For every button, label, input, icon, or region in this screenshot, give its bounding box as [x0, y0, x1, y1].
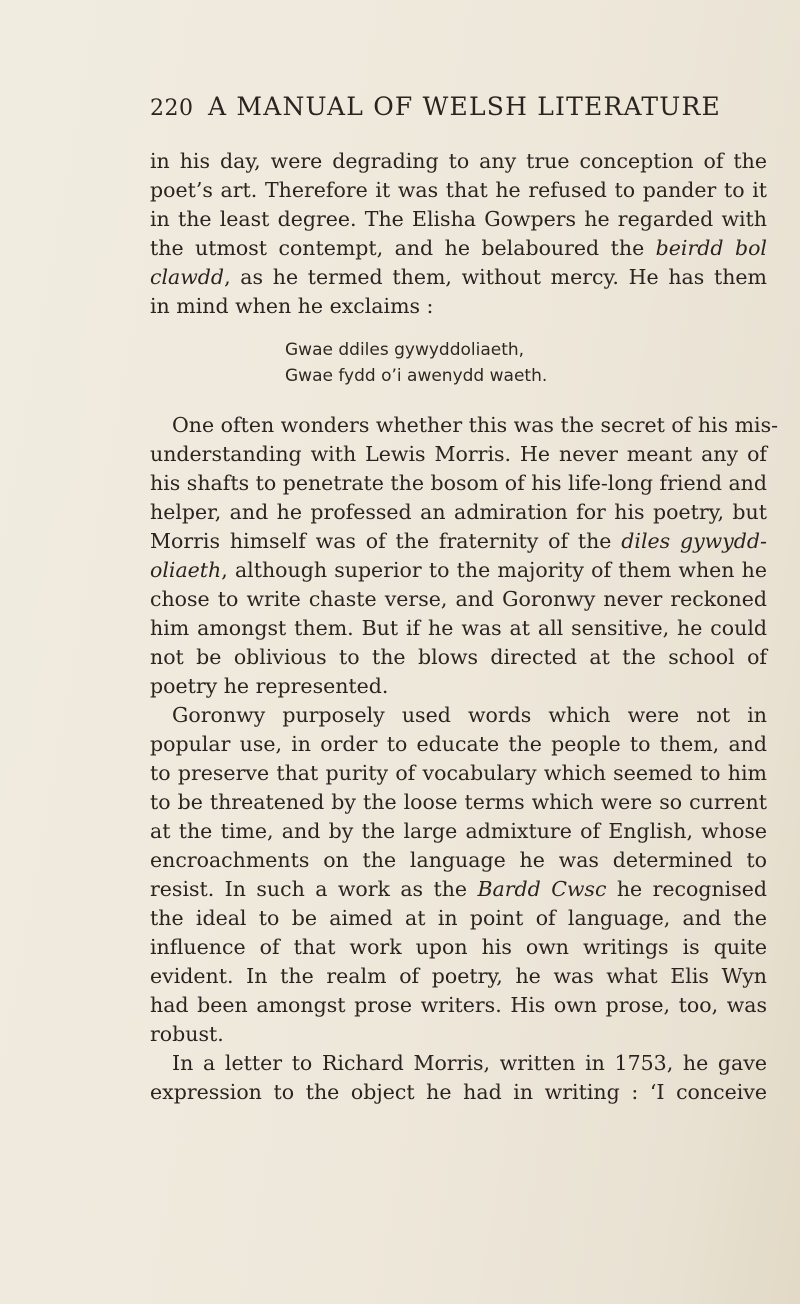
text-line: Goronwy purposely used words which were not in: [172, 703, 767, 727]
text-line: [150, 527, 767, 555]
text-line: [150, 556, 767, 584]
text-span: he recognised: [606, 877, 767, 901]
text-line: not be oblivious to the blows directed at the school of: [150, 645, 767, 669]
running-head: A MANUAL OF WELSH LITERATURE: [208, 92, 721, 121]
text-line: [150, 875, 767, 903]
text-line: the ideal to be aimed at in point of language, and the: [150, 906, 767, 930]
text-span: the utmost contempt, and he belaboured the: [150, 236, 656, 260]
text-span: Morris himself was of the fraternity of the: [150, 529, 622, 553]
italic-title: Bardd Cwsc: [477, 877, 607, 901]
text-line: popular use, in order to educate the people to them, and: [150, 732, 767, 756]
page-number: 220: [150, 96, 194, 121]
italic-term: clawdd: [150, 265, 225, 289]
italic-term: diles gywydd-: [621, 529, 767, 553]
text-line: his shafts to penetrate the bosom of his life-long friend and: [150, 471, 768, 495]
text-line: encroachments on the language he was determined to: [150, 848, 767, 872]
verse-line: Gwae ddiles gywyddoliaeth,: [285, 340, 525, 360]
text-line: poet’s art. Therefore it was that he refused to pander to it: [150, 178, 767, 202]
verse-line: Gwae fydd o’i awenydd waeth.: [285, 366, 548, 386]
text-span: , as he termed them, without mercy. He has them: [224, 265, 767, 289]
italic-term: beirdd bol: [655, 236, 767, 260]
text-span: resist. In such a work as the: [150, 877, 478, 901]
text-line: expression to the object he had in writing : ‘I conceive: [150, 1080, 767, 1104]
text-line: in his day, were degrading to any true conception of the: [150, 149, 767, 173]
text-line: evident. In the realm of poetry, he was what Elis Wyn: [150, 964, 767, 988]
text-line: In a letter to Richard Morris, written in 1753, he gave: [172, 1051, 767, 1075]
text-line: One often wonders whether this was the secret of his mis-: [172, 413, 779, 437]
text-line: [150, 234, 767, 262]
text-line: helper, and he professed an admiration for his poetry, but: [150, 500, 767, 524]
italic-term: oliaeth: [150, 558, 222, 582]
text-line: him amongst them. But if he was at all sensitive, he could: [150, 616, 767, 640]
text-line: [150, 263, 767, 291]
text-line: to preserve that purity of vocabulary which seemed to him: [150, 761, 767, 785]
text-line: poetry he represented.: [150, 674, 389, 698]
text-line: at the time, and by the large admixture of English, whose: [150, 819, 767, 843]
text-line: in the least degree. The Elisha Gowpers he regarded with: [150, 207, 767, 231]
text-line: to be threatened by the loose terms which were so current: [150, 790, 767, 814]
text-line: robust.: [150, 1022, 224, 1046]
text-line: chose to write chaste verse, and Goronwy never reckoned: [150, 587, 767, 611]
text-span: , although superior to the majority of them when he: [221, 558, 767, 582]
text-line: understanding with Lewis Morris. He never meant any of: [150, 442, 767, 466]
text-line: in mind when he exclaims :: [150, 294, 434, 318]
text-line: had been amongst prose writers. His own prose, too, was: [150, 993, 767, 1017]
page-header: [150, 92, 750, 132]
text-line: influence of that work upon his own writings is quite: [150, 935, 767, 959]
